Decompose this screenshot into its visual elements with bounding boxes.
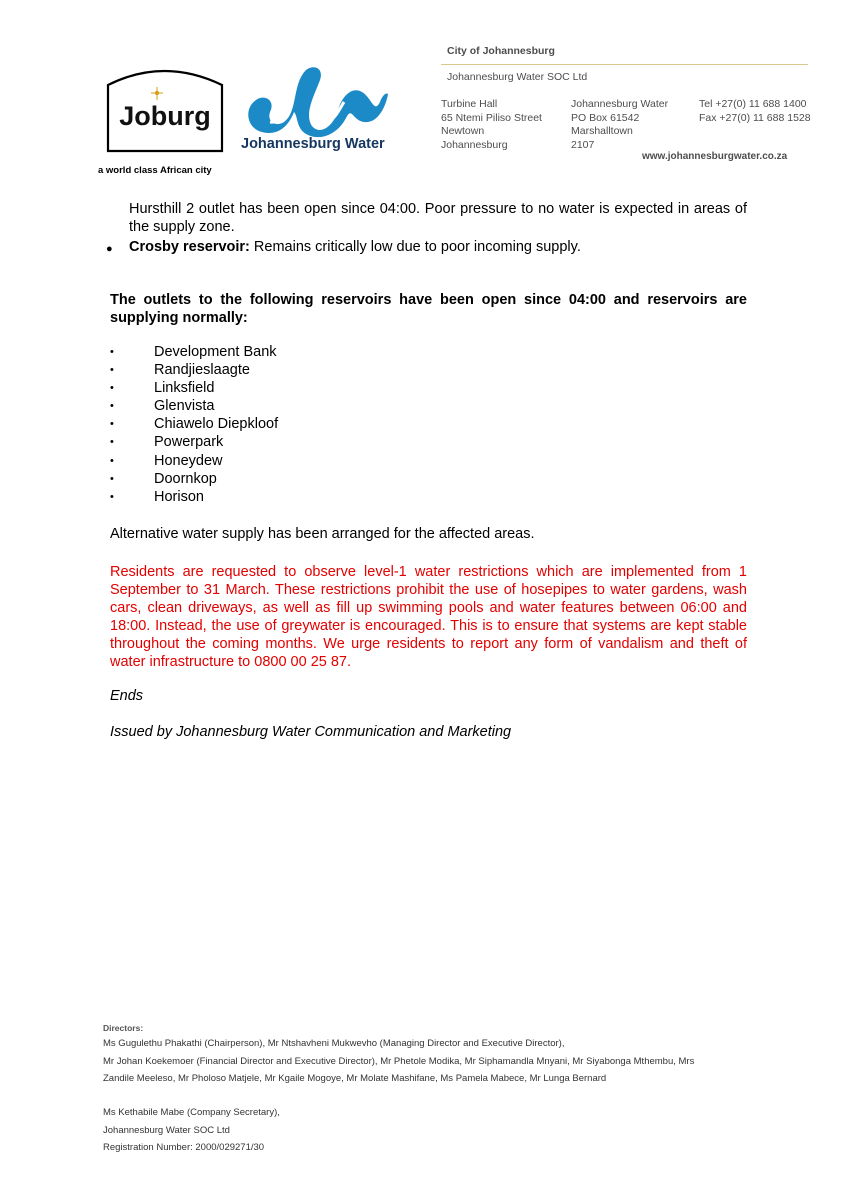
tel-number: Tel +27(0) 11 688 1400 (699, 98, 807, 110)
address-line: 65 Ntemi Piliso Street (441, 111, 542, 124)
bullet-icon: • (110, 382, 114, 395)
header-street-address (441, 98, 542, 152)
header-city: City of Johannesburg (447, 45, 555, 57)
header-contact (699, 98, 811, 125)
issued-by: Issued by Johannesburg Water Communication and Marketing (110, 724, 512, 740)
directors-line: Mr Johan Koekemoer (Financial Director and Executive Director), Mr Phetole Modika, Mr Siphamandla Mnyani, Mr Siyabonga Mthembu, Mrs (103, 1055, 695, 1067)
postal-line: Johannesburg Water (571, 98, 669, 110)
crosby-text: Remains critically low due to poor incoming supply. (249, 239, 581, 255)
outlets-heading: The outlets to the following reservoirs have been open since 04:00 and reservoirs are supplying normally: (110, 292, 747, 326)
address-line: Newtown (441, 125, 485, 137)
company-secretary: Ms Kethabile Mabe (Company Secretary), (103, 1107, 280, 1118)
header-company: Johannesburg Water SOC Ltd (447, 71, 588, 83)
directors-line: Ms Gugulethu Phakathi (Chairperson), Mr Ntshavheni Mukwevho (Managing Director and Executive Director), (103, 1038, 565, 1049)
postal-line: Marshalltown (571, 125, 633, 137)
postal-line: PO Box 61542 (571, 111, 640, 124)
ends-marker: Ends (110, 688, 144, 704)
address-line: Turbine Hall (441, 98, 498, 110)
address-line: Johannesburg (441, 138, 508, 151)
fax-number: Fax +27(0) 11 688 1528 (699, 111, 811, 124)
directors-label: Directors: (103, 1023, 144, 1033)
bullet-icon: • (110, 454, 114, 467)
bullet-icon: ● (106, 243, 113, 255)
hursthill-paragraph: Hursthill 2 outlet has been open since 04:00. Poor pressure to no water is expected in areas of the supply zone. (129, 201, 747, 235)
joburg-tagline: a world class African city (98, 165, 212, 176)
jw-logo-wordmark: Johannesburg Water (241, 136, 385, 152)
company-name: Johannesburg Water SOC Ltd (103, 1124, 230, 1136)
svg-text:Joburg: Joburg (119, 101, 211, 131)
postal-line: 2107 (571, 138, 595, 151)
bullet-icon: • (110, 436, 114, 449)
header-postal-address (571, 98, 668, 152)
directors-line: Zandile Meeleso, Mr Pholoso Matjele, Mr Kgaile Mogoye, Mr Molate Mashifane, Ms Pamela Mabece, Mr Lunga Bernard (103, 1073, 607, 1084)
crosby-label: Crosby reservoir: (129, 239, 250, 255)
restrictions-notice: Residents are requested to observe level-1 water restrictions which are implemented from 1 September to 31 March. These restrictions prohibit the use of hosepipes to water gardens, wash cars, clean driveways, as well as fill up swimming pools and water features between 06:00 and 18:00. Instead, the use of greywater is encouraged. This is to ensure that systems are kept stable throughout the coming months. We urge residents to report any form of vandalism and theft of water infrastructure to 0800 00 25 87. (110, 564, 747, 670)
bullet-icon: • (110, 418, 114, 431)
header-rule (441, 64, 808, 65)
directors-list (103, 1035, 753, 1088)
bullet-icon: • (110, 472, 114, 485)
company-details (103, 1104, 753, 1157)
website-link[interactable]: www.johannesburgwater.co.za (642, 151, 788, 162)
crosby-paragraph (129, 238, 766, 256)
alternative-supply-note: Alternative water supply has been arranged for the affected areas. (110, 526, 535, 542)
bullet-icon: • (110, 346, 114, 358)
registration-number: Registration Number: 2000/029271/30 (103, 1142, 265, 1153)
bullet-icon: • (110, 364, 114, 377)
bullet-icon: • (110, 400, 114, 413)
bullet-icon: • (110, 490, 114, 503)
joburg-logo-mark (106, 63, 224, 153)
